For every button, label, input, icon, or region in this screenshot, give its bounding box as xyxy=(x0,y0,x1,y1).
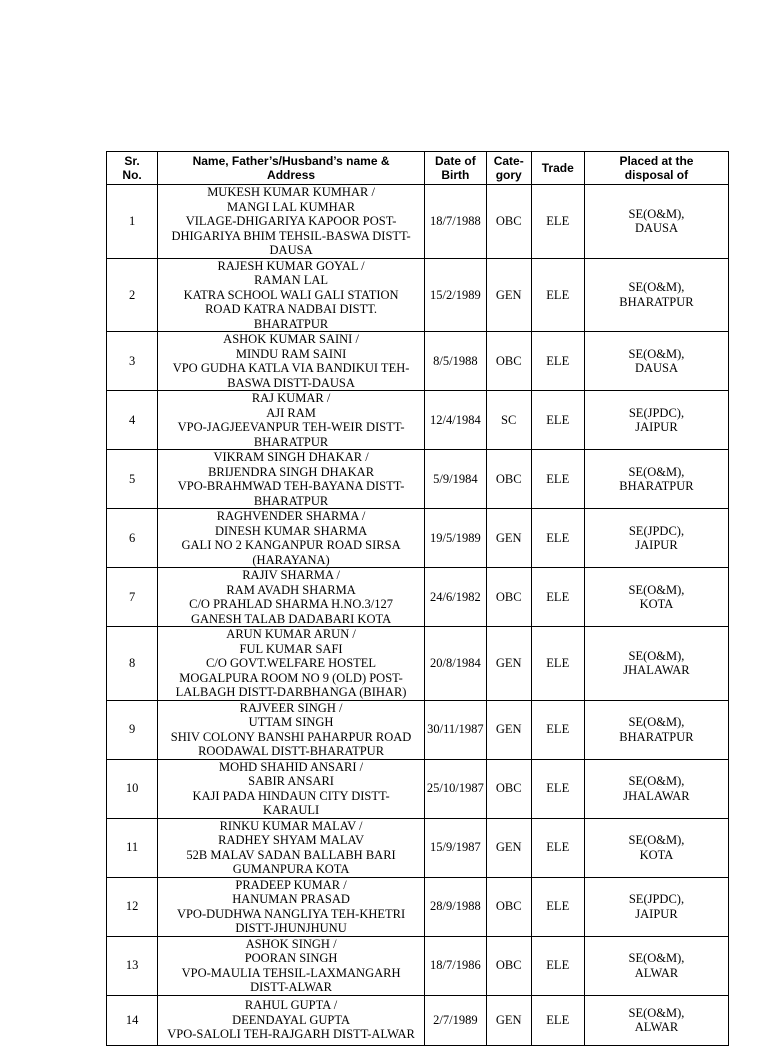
name-address-cell: MOHD SHAHID ANSARI / SABIR ANSARI KAJI PADA HINDAUN CITY DISTT- KARAULI xyxy=(158,759,425,818)
trade-cell: ELE xyxy=(531,995,584,1045)
table-row xyxy=(107,450,729,509)
placed-at-cell: SE(JPDC), JAIPUR xyxy=(584,509,728,568)
category-cell: OBC xyxy=(486,936,531,995)
table-row xyxy=(107,391,729,450)
placed-at-cell: SE(O&M), BHARATPUR xyxy=(584,258,728,332)
category-cell: GEN xyxy=(486,627,531,701)
category-cell: OBC xyxy=(486,759,531,818)
placed-at-cell: SE(O&M), JHALAWAR xyxy=(584,759,728,818)
sr-no-cell: 7 xyxy=(107,568,158,627)
category-cell: GEN xyxy=(486,509,531,568)
table-row xyxy=(107,258,729,332)
sr-no-cell: 3 xyxy=(107,332,158,391)
date-of-birth-cell: 12/4/1984 xyxy=(424,391,486,450)
trade-cell: ELE xyxy=(531,700,584,759)
sr-no-cell: 13 xyxy=(107,936,158,995)
date-of-birth-cell: 25/10/1987 xyxy=(424,759,486,818)
placed-at-cell: SE(O&M), KOTA xyxy=(584,568,728,627)
date-of-birth-cell: 8/5/1988 xyxy=(424,332,486,391)
category-cell: OBC xyxy=(486,450,531,509)
name-address-cell: ASHOK KUMAR SAINI / MINDU RAM SAINI VPO GUDHA KATLA VIA BANDIKUI TEH- BASWA DISTT-DAUSA xyxy=(158,332,425,391)
placed-at-cell: SE(O&M), BHARATPUR xyxy=(584,450,728,509)
date-of-birth-cell: 5/9/1984 xyxy=(424,450,486,509)
name-address-cell: RAHUL GUPTA / DEENDAYAL GUPTA VPO-SALOLI TEH-RAJGARH DISTT-ALWAR xyxy=(158,995,425,1045)
name-address-cell: PRADEEP KUMAR / HANUMAN PRASAD VPO-DUDHWA NANGLIYA TEH-KHETRI DISTT-JHUNJHUNU xyxy=(158,877,425,936)
header-category: Cate- gory xyxy=(486,152,531,185)
trade-cell: ELE xyxy=(531,509,584,568)
date-of-birth-cell: 19/5/1989 xyxy=(424,509,486,568)
table-row xyxy=(107,818,729,877)
placed-at-cell: SE(JPDC), JAIPUR xyxy=(584,391,728,450)
table-row xyxy=(107,936,729,995)
table-row xyxy=(107,700,729,759)
placed-at-cell: SE(O&M), ALWAR xyxy=(584,936,728,995)
sr-no-cell: 9 xyxy=(107,700,158,759)
placed-at-cell: SE(O&M), JHALAWAR xyxy=(584,627,728,701)
category-cell: GEN xyxy=(486,700,531,759)
date-of-birth-cell: 18/7/1988 xyxy=(424,185,486,259)
header-name-address: Name, Father’s/Husband’s name & Address xyxy=(158,152,425,185)
header-sr-no: Sr. No. xyxy=(107,152,158,185)
table-row xyxy=(107,877,729,936)
table-row xyxy=(107,568,729,627)
header-date-of-birth: Date of Birth xyxy=(424,152,486,185)
sr-no-cell: 5 xyxy=(107,450,158,509)
trade-cell: ELE xyxy=(531,332,584,391)
sr-no-cell: 6 xyxy=(107,509,158,568)
table-row xyxy=(107,332,729,391)
name-address-cell: RAGHVENDER SHARMA / DINESH KUMAR SHARMA GALI NO 2 KANGANPUR ROAD SIRSA (HARAYANA) xyxy=(158,509,425,568)
sr-no-cell: 1 xyxy=(107,185,158,259)
placed-at-cell: SE(JPDC), JAIPUR xyxy=(584,877,728,936)
category-cell: GEN xyxy=(486,818,531,877)
category-cell: OBC xyxy=(486,568,531,627)
trade-cell: ELE xyxy=(531,936,584,995)
date-of-birth-cell: 24/6/1982 xyxy=(424,568,486,627)
placed-at-cell: SE(O&M), DAUSA xyxy=(584,332,728,391)
date-of-birth-cell: 15/9/1987 xyxy=(424,818,486,877)
date-of-birth-cell: 15/2/1989 xyxy=(424,258,486,332)
sr-no-cell: 10 xyxy=(107,759,158,818)
table-row xyxy=(107,185,729,259)
name-address-cell: RINKU KUMAR MALAV / RADHEY SHYAM MALAV 52B MALAV SADAN BALLABH BARI GUMANPURA KOTA xyxy=(158,818,425,877)
table-row xyxy=(107,509,729,568)
date-of-birth-cell: 28/9/1988 xyxy=(424,877,486,936)
category-cell: OBC xyxy=(486,877,531,936)
table-row xyxy=(107,995,729,1045)
trade-cell: ELE xyxy=(531,759,584,818)
trade-cell: ELE xyxy=(531,818,584,877)
name-address-cell: VIKRAM SINGH DHAKAR / BRIJENDRA SINGH DHAKAR VPO-BRAHMWAD TEH-BAYANA DISTT- BHARATPUR xyxy=(158,450,425,509)
trade-cell: ELE xyxy=(531,877,584,936)
category-cell: OBC xyxy=(486,185,531,259)
category-cell: GEN xyxy=(486,995,531,1045)
sr-no-cell: 4 xyxy=(107,391,158,450)
sr-no-cell: 2 xyxy=(107,258,158,332)
category-cell: SC xyxy=(486,391,531,450)
trade-cell: ELE xyxy=(531,627,584,701)
placed-at-cell: SE(O&M), KOTA xyxy=(584,818,728,877)
category-cell: GEN xyxy=(486,258,531,332)
sr-no-cell: 8 xyxy=(107,627,158,701)
placed-at-cell: SE(O&M), ALWAR xyxy=(584,995,728,1045)
name-address-cell: RAJESH KUMAR GOYAL / RAMAN LAL KATRA SCHOOL WALI GALI STATION ROAD KATRA NADBAI DISTT. BHARATPUR xyxy=(158,258,425,332)
name-address-cell: ARUN KUMAR ARUN / FUL KUMAR SAFI C/O GOVT.WELFARE HOSTEL MOGALPURA ROOM NO 9 (OLD) POST- LALBAGH DISTT-DARBHANGA (BIHAR) xyxy=(158,627,425,701)
table-header-row xyxy=(107,152,729,185)
category-cell: OBC xyxy=(486,332,531,391)
table-row xyxy=(107,759,729,818)
table-row xyxy=(107,627,729,701)
date-of-birth-cell: 20/8/1984 xyxy=(424,627,486,701)
trade-cell: ELE xyxy=(531,568,584,627)
sr-no-cell: 12 xyxy=(107,877,158,936)
candidate-placement-table xyxy=(106,151,729,1046)
header-placed-at: Placed at the disposal of xyxy=(584,152,728,185)
trade-cell: ELE xyxy=(531,450,584,509)
name-address-cell: MUKESH KUMAR KUMHAR / MANGI LAL KUMHAR VILAGE-DHIGARIYA KAPOOR POST- DHIGARIYA BHIM TEHSIL-BASWA DISTT- DAUSA xyxy=(158,185,425,259)
name-address-cell: RAJ KUMAR / AJI RAM VPO-JAGJEEVANPUR TEH-WEIR DISTT- BHARATPUR xyxy=(158,391,425,450)
placed-at-cell: SE(O&M), BHARATPUR xyxy=(584,700,728,759)
date-of-birth-cell: 2/7/1989 xyxy=(424,995,486,1045)
date-of-birth-cell: 18/7/1986 xyxy=(424,936,486,995)
trade-cell: ELE xyxy=(531,258,584,332)
trade-cell: ELE xyxy=(531,185,584,259)
name-address-cell: ASHOK SINGH / POORAN SINGH VPO-MAULIA TEHSIL-LAXMANGARH DISTT-ALWAR xyxy=(158,936,425,995)
date-of-birth-cell: 30/11/1987 xyxy=(424,700,486,759)
name-address-cell: RAJVEER SINGH / UTTAM SINGH SHIV COLONY BANSHI PAHARPUR ROAD ROODAWAL DISTT-BHARATPUR xyxy=(158,700,425,759)
trade-cell: ELE xyxy=(531,391,584,450)
sr-no-cell: 14 xyxy=(107,995,158,1045)
name-address-cell: RAJIV SHARMA / RAM AVADH SHARMA C/O PRAHLAD SHARMA H.NO.3/127 GANESH TALAB DADABARI KOTA xyxy=(158,568,425,627)
sr-no-cell: 11 xyxy=(107,818,158,877)
header-trade: Trade xyxy=(531,152,584,185)
placed-at-cell: SE(O&M), DAUSA xyxy=(584,185,728,259)
